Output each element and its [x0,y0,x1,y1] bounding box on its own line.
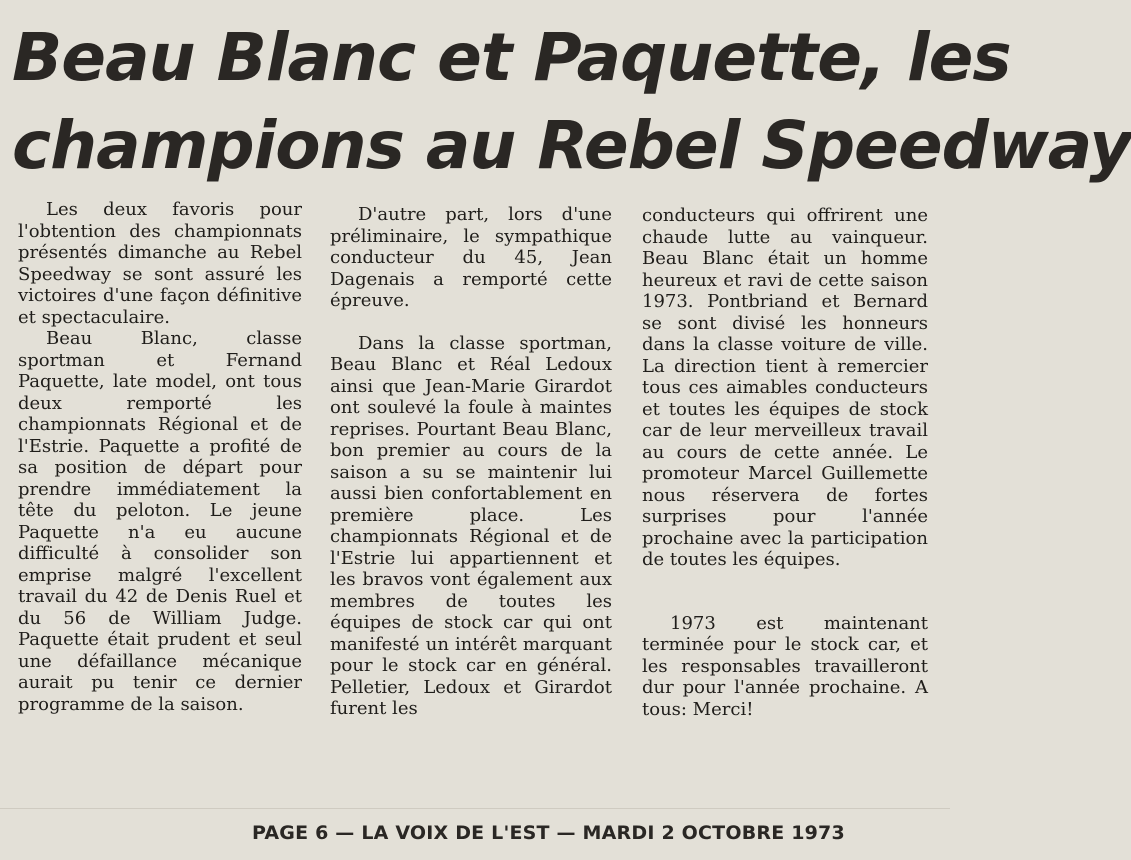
paragraph-closing: 1973 est maintenant terminée pour le stock car, et les responsables travailleront dur pour l'année prochaine. A tous: Merci! [642,612,928,720]
paragraph-championship: Beau Blanc, classe sportman et Fernand Paquette, late model, ont tous deux remporté les championnats Régional et de l'Estrie. Paquette a profité de sa position de départ pour prendre immédiatement la tête du peloton. Le jeune Paquette n'a eu aucune difficulté à consolider son emprise malgré l'excellent travail du 42 de Denis Ruel et du 56 de William Judge. Paquette était prudent et seul une défaillance mécanique aurait pu tenir ce dernier programme de la saison. [18,328,302,715]
headline [12,14,1131,190]
page-footer: PAGE 6 — LA VOIX DE L'EST — MARDI 2 OCTOBRE 1973 [252,822,845,844]
paragraph-drivers: conducteurs qui offrirent une chaude lutte au vainqueur. Beau Blanc était un homme heureux et ravi de cette saison 1973. Pontbriand et Bernard se sont divisé les honneurs dans la classe voiture de ville. La direction tient à remercier tous ces aimables conducteurs et toutes les équipes de stock car de leur merveilleux travail au cours de cette année. Le promoteur Marcel Guillemette nous réservera de fortes surprises pour l'année prochaine avec la participation de toutes les équipes. [642,205,928,570]
paragraph-preliminary: D'autre part, lors d'une préliminaire, le sympathique conducteur du 45, Jean Dagenais a remporté cette épreuve. [330,204,612,311]
article-column-2 [330,204,612,720]
footer-divider [0,808,950,809]
article-column-1 [18,199,302,715]
paragraph-intro: Les deux favoris pour l'obtention des championnats présentés dimanche au Rebel Speedway se sont assuré les victoires d'une façon définitive et spectaculaire. [18,199,302,328]
headline-line-2: champions au Rebel Speedway [12,107,1131,184]
headline-line-1: Beau Blanc et Paquette, les [12,19,1011,96]
paragraph-sportman: Dans la classe sportman, Beau Blanc et Réal Ledoux ainsi que Jean-Marie Girardot ont soulevé la foule à maintes reprises. Pourtant Beau Blanc, bon premier au cours de la saison a su se maintenir lui aussi bien confortablement en première place. Les championnats Régional et de l'Estrie lui appartiennent et les bravos vont également aux membres de toutes les équipes de stock car qui ont manifesté un intérêt marquant pour le stock car en général. Pelletier, Ledoux et Girardot furent les [330,332,612,719]
article-column-3 [642,205,928,720]
